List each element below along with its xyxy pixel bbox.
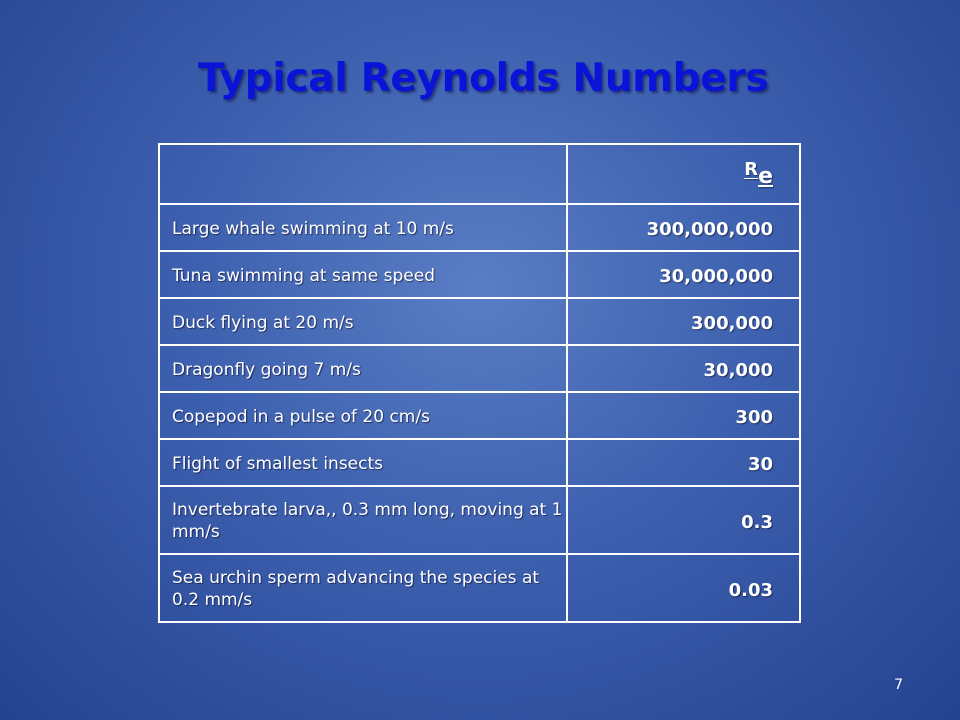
row-value: 300,000 <box>567 298 800 345</box>
row-label: Duck flying at 20 m/s <box>159 298 567 345</box>
row-value: 30,000 <box>567 345 800 392</box>
re-symbol: R <box>744 159 759 180</box>
row-label: Dragonfly going 7 m/s <box>159 345 567 392</box>
row-label: Sea urchin sperm advancing the species at 0.2 mm/s <box>159 554 567 622</box>
table-row <box>159 204 800 251</box>
row-value: 30 <box>567 439 800 486</box>
row-value: 0.03 <box>567 554 800 622</box>
table-header-row <box>159 144 800 204</box>
row-label: Large whale swimming at 10 m/s <box>159 204 567 251</box>
re-subscript: e <box>758 164 773 189</box>
row-value: 30,000,000 <box>567 251 800 298</box>
row-value: 300,000,000 <box>567 204 800 251</box>
table-row <box>159 486 800 554</box>
slide-number: 7 <box>894 677 903 693</box>
row-label: Flight of smallest insects <box>159 439 567 486</box>
table-row <box>159 298 800 345</box>
table-row <box>159 251 800 298</box>
reynolds-table <box>158 143 801 623</box>
table-row <box>159 439 800 486</box>
row-label: Invertebrate larva,, 0.3 mm long, moving at 1 mm/s <box>159 486 567 554</box>
row-label: Tuna swimming at same speed <box>159 251 567 298</box>
header-re-cell <box>567 144 800 204</box>
row-value: 0.3 <box>567 486 800 554</box>
header-empty-cell <box>159 144 567 204</box>
row-label: Copepod in a pulse of 20 cm/s <box>159 392 567 439</box>
table-row <box>159 345 800 392</box>
table-row <box>159 392 800 439</box>
slide-title: Typical Reynolds Numbers <box>198 56 769 101</box>
row-value: 300 <box>567 392 800 439</box>
table-row <box>159 554 800 622</box>
